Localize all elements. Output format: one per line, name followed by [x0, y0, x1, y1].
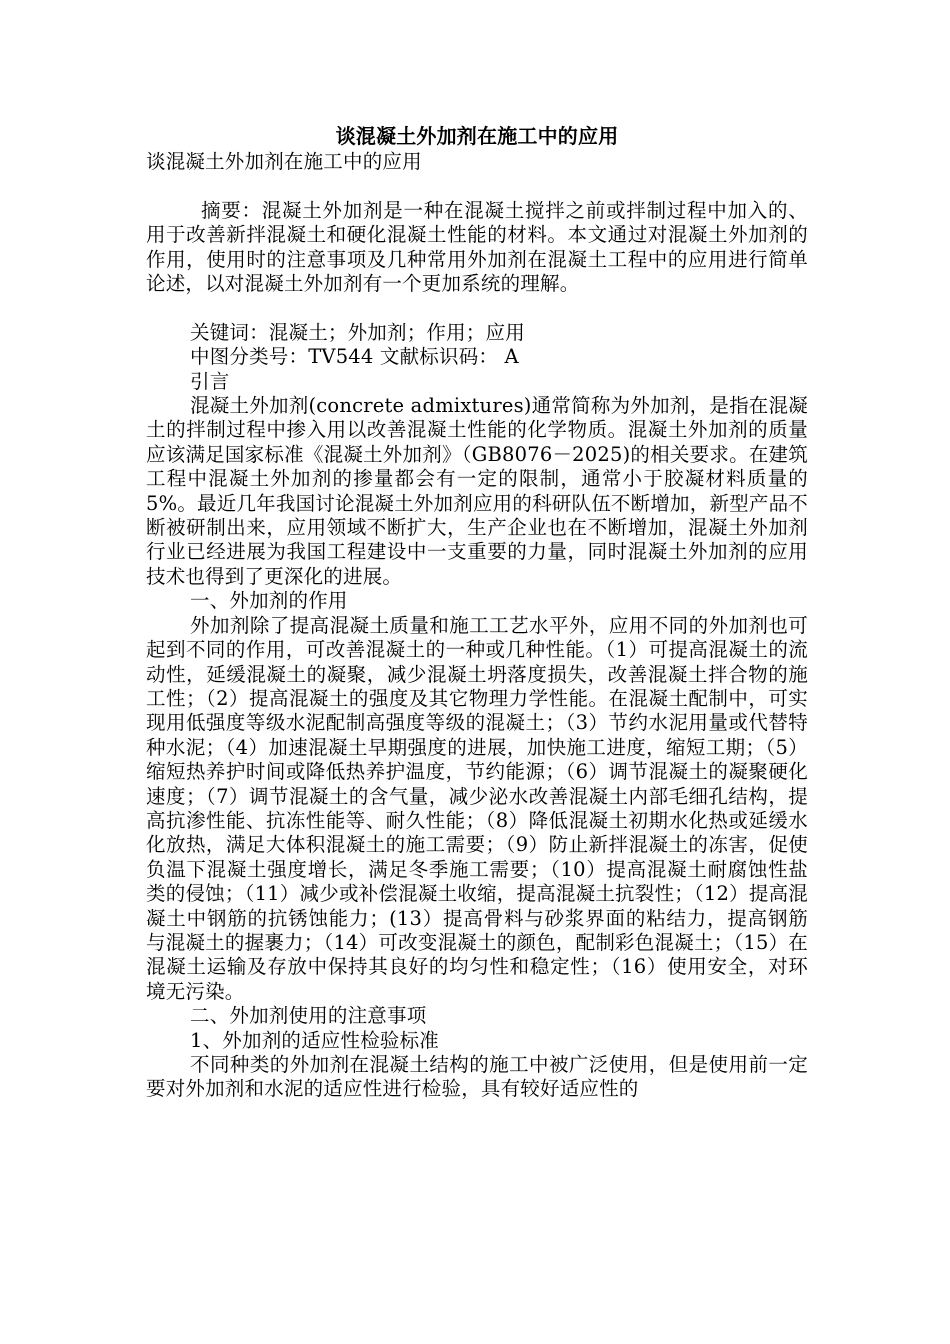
- keywords-line: 关键词：混凝土；外加剂；作用；应用: [190, 320, 525, 344]
- document-body: [146, 122, 808, 1102]
- section2-heading: 二、外加剂使用的注意事项: [190, 1004, 427, 1028]
- spacer: [146, 296, 808, 320]
- intro-heading: 引言: [190, 369, 230, 393]
- document-title: 谈混凝土外加剂在施工中的应用: [335, 124, 619, 148]
- section2-paragraph: 不同种类的外加剂在混凝土结构的施工中被广泛使用，但是使用前一定要对外加剂和水泥的适应性进行检验，具有较好适应性的: [146, 1053, 808, 1101]
- classification-line: 中图分类号：TV544 文献标识码： A: [190, 345, 519, 369]
- section1-paragraph: 外加剂除了提高混凝土质量和施工工艺水平外，应用不同的外加剂也可起到不同的作用，可改善混凝土的一种或几种性能。（1）可提高混凝土的流动性，延缓混凝土的凝聚，减少混凝土坍落度损失，改善混凝土拌合物的施工性；（2）提高混凝土的强度及其它物理力学性能。在混凝土配制中，可实现用低强度等级水泥配制高强度等级的混凝土；（3）节约水泥用量或代替特种水泥；（4）加速混凝土早期强度的进展，加快施工进度，缩短工期；（5）缩短热养护时间或降低热养护温度，节约能源；（6）调节混凝土的凝聚硬化速度；（7）调节混凝土的含气量，减少泌水改善混凝土内部毛细孔结构，提高抗渗性能、抗冻性能等、耐久性能；（8）降低混凝土初期水化热或延缓水化放热，满足大体积混凝土的施工需要；（9）防止新拌混凝土的冻害，促使负温下混凝土强度增长，满足冬季施工需要；（10）提高混凝土耐腐蚀性盐类的侵蚀；（11）减少或补偿混凝土收缩，提高混凝土抗裂性；（12）提高混凝土中钢筋的抗锈蚀能力；(13）提高骨料与砂浆界面的粘结力，提高钢筋与混凝土的握裹力；（14）可改变混凝土的颜色，配制彩色混凝土；（15）在混凝土运输及存放中保持其良好的均匀性和稳定性；（16）使用安全，对环境无污染。: [146, 613, 808, 1003]
- abstract-paragraph: 摘要：混凝土外加剂是一种在混凝土搅拌之前或拌制过程中加入的、用于改善新拌混凝土和硬化混凝土性能的材料。本文通过对混凝土外加剂的作用，使用时的注意事项及几种常用外加剂在混凝土工程中的应用进行简单论述，以对混凝土外加剂有一个更加系统的理解。: [146, 198, 808, 296]
- document-subtitle: 谈混凝土外加剂在施工中的应用: [146, 150, 422, 173]
- section2-subheading: 1、外加剂的适应性检验标准: [190, 1028, 440, 1052]
- spacer: [146, 174, 808, 198]
- intro-paragraph: 混凝土外加剂(concrete admixtures)通常简称为外加剂，是指在混凝土的拌制过程中掺入用以改善混凝土性能的化学物质。混凝土外加剂的质量应该满足国家标准《混凝土外加剂》（GB8076－2025)的相关要求。在建筑工程中混凝土外加剂的掺量都会有一定的限制，通常小于胶凝材料质量的5%。最近几年我国讨论混凝土外加剂应用的科研队伍不断增加，新型产品不断被研制出来，应用领域不断扩大，生产企业也在不断增加，混凝土外加剂行业已经进展为我国工程建设中一支重要的力量，同时混凝土外加剂的应用技术也得到了更深化的进展。: [146, 394, 808, 588]
- section1-heading: 一、外加剂的作用: [190, 589, 348, 613]
